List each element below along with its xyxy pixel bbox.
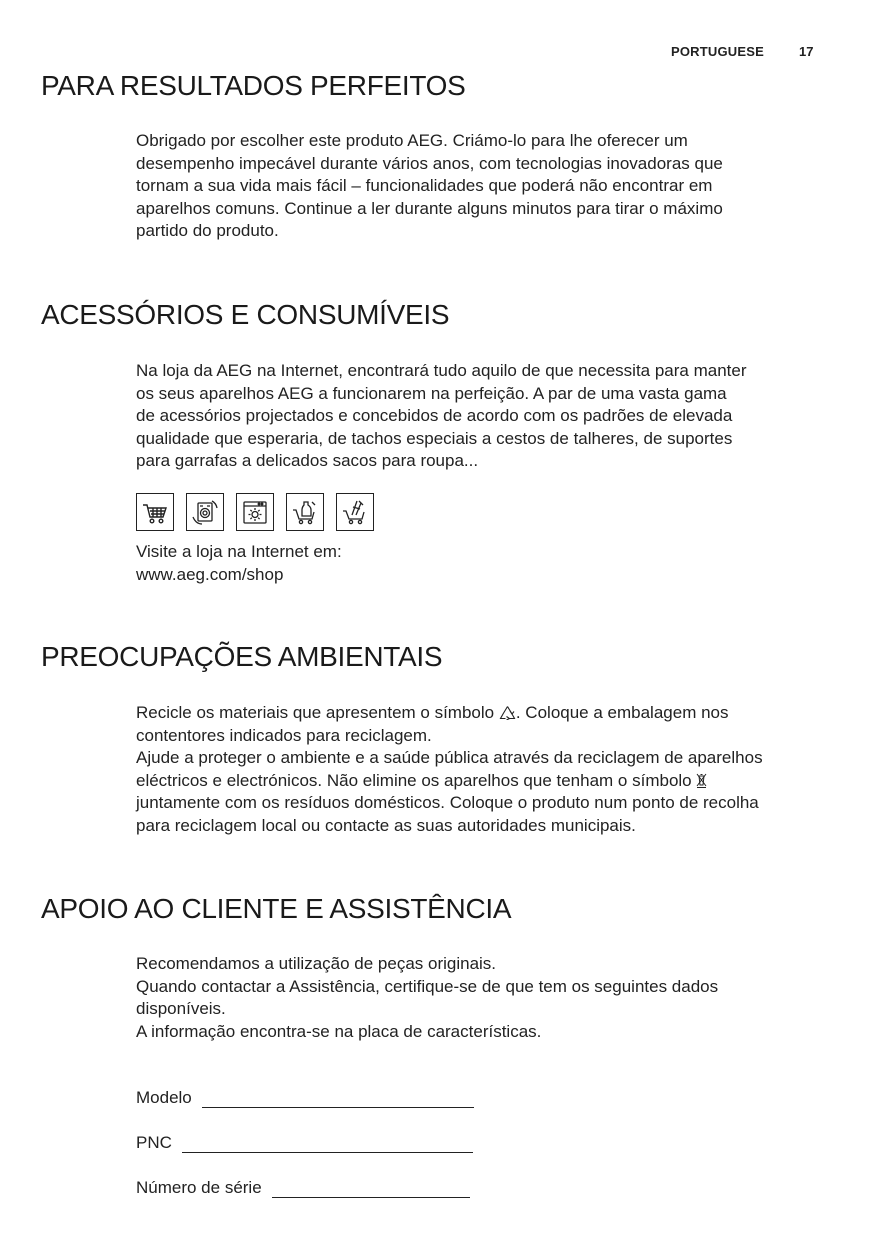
accessory-icons — [136, 493, 374, 531]
text-fragment: . Coloque a embalagem nos — [515, 703, 729, 722]
visit-label: Visite a loja na Internet em: — [136, 542, 342, 561]
text-line: para reciclagem local ou contacte as suas autoridades municipais. — [136, 815, 636, 835]
model-fill-line[interactable] — [202, 1090, 474, 1108]
serial-number-fill-line[interactable] — [272, 1180, 470, 1198]
text-line: qualidade que esperaria, de tachos especiais a cestos de talheres, de suportes — [136, 428, 733, 448]
washing-machine-hand-icon — [186, 493, 224, 531]
text-line: desempenho impecável durante vários anos, com tecnologias inovadoras que — [136, 153, 723, 173]
shopping-cart-icon — [136, 493, 174, 531]
section-title-customer-support: APOIO AO CLIENTE E ASSISTÊNCIA — [41, 893, 512, 924]
pnc-field[interactable] — [136, 1133, 473, 1153]
page-number: 17 — [799, 44, 814, 59]
text-line: aparelhos comuns. Continue a ler durante alguns minutos para tirar o máximo — [136, 198, 723, 218]
shop-url: www.aeg.com/shop — [136, 564, 284, 584]
text-line: A informação encontra-se na placa de características. — [136, 1021, 542, 1041]
text-line — [136, 770, 826, 793]
cart-bottle-icon — [286, 493, 324, 531]
text-line: partido do produto. — [136, 221, 279, 241]
text-line: Obrigado por escolher este produto AEG. Criámo-lo para lhe oferecer um — [136, 131, 688, 150]
section-body-customer-support — [136, 953, 826, 1043]
cart-tools-icon — [336, 493, 374, 531]
recycle-icon — [499, 705, 516, 720]
model-field[interactable] — [136, 1088, 474, 1108]
text-line: contentores indicados para reciclagem. — [136, 725, 432, 745]
text-line: Na loja da AEG na Internet, encontrará tudo aquilo de que necessita para manter — [136, 361, 747, 380]
text-line: disponíveis. — [136, 999, 226, 1019]
text-line: para garrafas a delicados sacos para roupa... — [136, 451, 479, 471]
section-body-accessories — [136, 360, 826, 473]
text-line: Recomendamos a utilização de peças originais. — [136, 954, 497, 973]
text-line — [136, 702, 826, 725]
header-language: PORTUGUESE — [671, 44, 765, 59]
visit-shop-text — [136, 541, 826, 586]
section-title-accessories: ACESSÓRIOS E CONSUMÍVEIS — [41, 299, 450, 330]
text-line: juntamente com os resíduos domésticos. Coloque o produto num ponto de recolha — [136, 793, 759, 813]
section-body-environment — [136, 702, 826, 838]
pnc-label: PNC — [136, 1133, 172, 1152]
text-fragment: Recicle os materiais que apresentem o símbolo — [136, 703, 495, 722]
serial-number-label: Número de série — [136, 1178, 262, 1197]
appliance-gear-icon — [236, 493, 274, 531]
section-title-perfect-results: PARA RESULTADOS PERFEITOS — [41, 70, 466, 101]
text-line: tornam a sua vida mais fácil – funcionalidades que poderá não encontrar em — [136, 176, 713, 196]
serial-number-field[interactable] — [136, 1178, 470, 1198]
text-line: de acessórios projectados e concebidos de acordo com os padrões de elevada — [136, 406, 733, 426]
section-body-perfect-results — [136, 130, 826, 243]
section-title-environment: PREOCUPAÇÕES AMBIENTAIS — [41, 641, 443, 672]
pnc-fill-line[interactable] — [182, 1135, 473, 1153]
model-label: Modelo — [136, 1088, 192, 1107]
text-line: Quando contactar a Assistência, certifique-se de que tem os seguintes dados — [136, 976, 719, 996]
crossed-bin-icon — [696, 773, 707, 788]
text-line: Ajude a proteger o ambiente e a saúde pública através da reciclagem de aparelhos — [136, 748, 763, 768]
text-fragment: eléctricos e electrónicos. Não elimine os aparelhos que tenham o símbolo — [136, 770, 692, 790]
text-line: os seus aparelhos AEG a funcionarem na perfeição. A par de uma vasta gama — [136, 383, 727, 403]
